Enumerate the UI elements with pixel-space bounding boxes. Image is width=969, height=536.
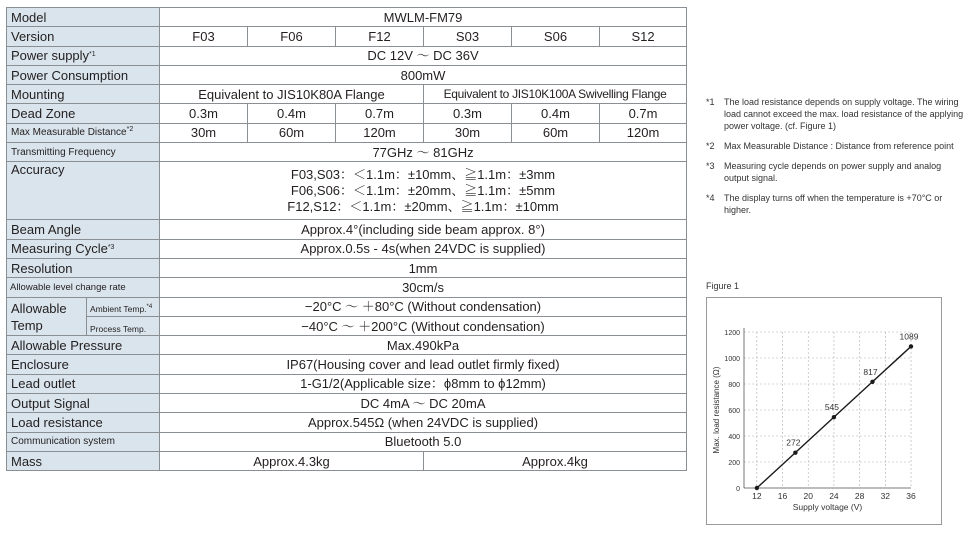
- dead-zone-cell: 0.3m: [160, 104, 248, 123]
- figure-box: [706, 297, 942, 525]
- resolution-label: Resolution: [7, 258, 160, 277]
- accuracy-value: [160, 162, 687, 220]
- output-signal-value: DC 4mA 〜 DC 20mA: [160, 394, 687, 413]
- x-tick-label: 16: [777, 491, 788, 501]
- output-signal-label: Output Signal: [7, 394, 160, 413]
- mounting-s-value: Equivalent to JIS10K100A Swivelling Flange: [424, 85, 687, 104]
- model-value: MWLM-FM79: [160, 8, 687, 27]
- allowable-temp-text: Allowable Temp: [11, 300, 67, 333]
- footnote-text: The display turns off when the temperature is +70°C or higher.: [724, 193, 943, 215]
- level-rate-label: Allowable level change rate: [7, 278, 160, 297]
- data-label: 1089: [899, 331, 919, 342]
- version-cell: F03: [160, 27, 248, 46]
- version-cell: F06: [248, 27, 336, 46]
- row-level-rate: [7, 278, 687, 297]
- power-consumption-value: 800mW: [160, 65, 687, 84]
- power-supply-value: DC 12V 〜 DC 36V: [160, 46, 687, 65]
- footnotes: [706, 96, 966, 224]
- x-tick-label: 20: [803, 491, 813, 501]
- footnote-marker: *4: [706, 193, 715, 203]
- y-tick-label: 600: [728, 408, 740, 415]
- load-resistance-chart: [707, 298, 941, 524]
- row-lead-outlet: [7, 374, 687, 393]
- mass-f-value: Approx.4.3kg: [160, 451, 424, 470]
- accuracy-line: F06,S06：＜1.1m：±20mm、≧1.1m：±5mm: [290, 182, 556, 198]
- x-tick-label: 36: [906, 491, 916, 501]
- footnote: [706, 140, 966, 152]
- row-power-consumption: [7, 65, 687, 84]
- dead-zone-cell: 0.3m: [424, 104, 512, 123]
- version-cell: F12: [336, 27, 424, 46]
- row-beam-angle: [7, 220, 687, 239]
- version-cell: S06: [512, 27, 600, 46]
- y-tick-label: 200: [728, 460, 740, 467]
- enclosure-value: IP67(Housing cover and lead outlet firmly fixed): [160, 355, 687, 374]
- mounting-label: Mounting: [7, 85, 160, 104]
- data-point: [870, 380, 874, 384]
- max-distance-cell: 120m: [336, 123, 424, 142]
- row-measuring-cycle: [7, 239, 687, 258]
- accuracy-line: F03,S03：＜1.1m：±10mm、≧1.1m：±3mm: [290, 166, 556, 182]
- max-distance-cell: 120m: [600, 123, 687, 142]
- load-resistance-value: Approx.545Ω (when 24VDC is supplied): [160, 413, 687, 432]
- accuracy-label: Accuracy: [7, 162, 160, 220]
- resolution-value: 1mm: [160, 258, 687, 277]
- row-version: [7, 27, 687, 46]
- max-distance-cell: 60m: [248, 123, 336, 142]
- footnote-marker: *3: [706, 161, 715, 171]
- footnote-mark: *2: [126, 126, 134, 134]
- data-point: [909, 344, 913, 348]
- x-axis-label: Supply voltage (V): [792, 502, 863, 512]
- dead-zone-label: Dead Zone: [7, 104, 160, 123]
- x-tick-label: 32: [880, 491, 891, 501]
- accuracy-line: F12,S12：＜1.1m：±20mm、≧1.1m：±10mm: [287, 198, 559, 214]
- footnote: [706, 160, 966, 184]
- y-tick-label: 0: [736, 486, 740, 493]
- footnote-mark: *1: [89, 51, 96, 59]
- footnote-marker: *2: [706, 141, 715, 151]
- row-model: [7, 8, 687, 27]
- row-ambient-temp: [7, 297, 687, 316]
- data-point: [755, 486, 759, 490]
- pressure-label: Allowable Pressure: [7, 336, 160, 355]
- row-load-resistance: [7, 413, 687, 432]
- row-enclosure: [7, 355, 687, 374]
- row-dead-zone: [7, 104, 687, 123]
- max-distance-cell: 60m: [512, 123, 600, 142]
- data-label: 817: [863, 366, 878, 377]
- version-label: Version: [7, 27, 160, 46]
- dead-zone-cell: 0.4m: [248, 104, 336, 123]
- lead-outlet-value: 1-G1/2(Applicable size：ϕ8mm to ϕ12mm): [160, 374, 687, 393]
- pressure-value: Max.490kPa: [160, 336, 687, 355]
- mounting-f-value: Equivalent to JIS10K80A Flange: [160, 85, 424, 104]
- communication-value: Bluetooth 5.0: [160, 432, 687, 451]
- y-axis-label: Max. load resistance (Ω): [712, 366, 721, 454]
- data-point: [793, 450, 797, 454]
- data-label: 272: [786, 437, 801, 448]
- dead-zone-cell: 0.7m: [600, 104, 687, 123]
- beam-angle-label: Beam Angle: [7, 220, 160, 239]
- row-max-distance: [7, 123, 687, 142]
- footnote-marker: *1: [706, 97, 715, 107]
- level-rate-value: 30cm/s: [160, 278, 687, 297]
- row-communication: [7, 432, 687, 451]
- version-cell: S03: [424, 27, 512, 46]
- process-temp-label: Process Temp.: [90, 323, 147, 334]
- measuring-cycle-value: Approx.0.5s - 4s(when 24VDC is supplied): [160, 239, 687, 258]
- data-label: 545: [824, 402, 840, 413]
- row-mass: [7, 451, 687, 470]
- row-mounting: [7, 85, 687, 104]
- max-distance-cell: 30m: [424, 123, 512, 142]
- max-distance-cell: 30m: [160, 123, 248, 142]
- dead-zone-cell: 0.4m: [512, 104, 600, 123]
- x-tick-label: 12: [752, 491, 762, 501]
- allowable-temp-label: [7, 297, 160, 336]
- mass-label: Mass: [7, 451, 160, 470]
- footnote: [706, 192, 966, 216]
- y-tick-label: 400: [728, 434, 740, 441]
- row-accuracy: [7, 162, 687, 220]
- row-output-signal: [7, 394, 687, 413]
- y-tick-label: 1200: [724, 330, 740, 337]
- x-tick-label: 28: [854, 491, 865, 501]
- tx-frequency-value: 77GHz 〜 81GHz: [160, 143, 687, 162]
- ambient-temp-label: Ambient Temp.$^{*4}$: [90, 303, 153, 314]
- dead-zone-cell: 0.7m: [336, 104, 424, 123]
- row-power-supply: [7, 46, 687, 65]
- footnote-text: Max Measurable Distance : Distance from reference point: [724, 141, 954, 151]
- enclosure-label: Enclosure: [7, 355, 160, 374]
- row-tx-frequency: [7, 143, 687, 162]
- row-pressure: [7, 336, 687, 355]
- spec-table: [6, 7, 687, 471]
- mass-s-value: Approx.4kg: [424, 451, 687, 470]
- tx-frequency-label: Transmitting Frequency: [7, 143, 160, 162]
- data-point: [832, 415, 836, 419]
- y-tick-label: 1000: [724, 356, 740, 363]
- version-cell: S12: [600, 27, 687, 46]
- max-distance-label: Max Measurable Distance$^{*2}$: [7, 123, 160, 142]
- ambient-temp-value: −20°C 〜 ＋80°C (Without condensation): [160, 297, 687, 316]
- x-tick-label: 24: [829, 491, 839, 501]
- process-temp-value: −40°C 〜 ＋200°C (Without condensation): [160, 316, 687, 335]
- y-tick-label: 800: [728, 382, 740, 389]
- footnote-mark: *4: [146, 303, 153, 310]
- row-resolution: [7, 258, 687, 277]
- footnote-text: The load resistance depends on supply voltage. The wiring load cannot exceed the max. load resistance of the applying power voltage. (cf. Figure 1): [724, 97, 964, 131]
- beam-angle-value: Approx.4°(including side beam approx. 8°): [160, 220, 687, 239]
- measuring-cycle-label: Measuring Cycle$^{*3}$: [7, 239, 160, 258]
- footnote: [706, 96, 966, 132]
- footnote-text: Measuring cycle depends on power supply and analog output signal.: [724, 161, 942, 183]
- power-supply-label: Power supply$^{*1}$: [7, 46, 160, 65]
- footnote-mark: *3: [107, 244, 115, 252]
- lead-outlet-label: Lead outlet: [7, 374, 160, 393]
- model-label: Model: [7, 8, 160, 27]
- figure-title: Figure 1: [706, 281, 740, 291]
- communication-label: Communication system: [7, 432, 160, 451]
- load-resistance-label: Load resistance: [7, 413, 160, 432]
- power-consumption-label: Power Consumption: [7, 65, 160, 84]
